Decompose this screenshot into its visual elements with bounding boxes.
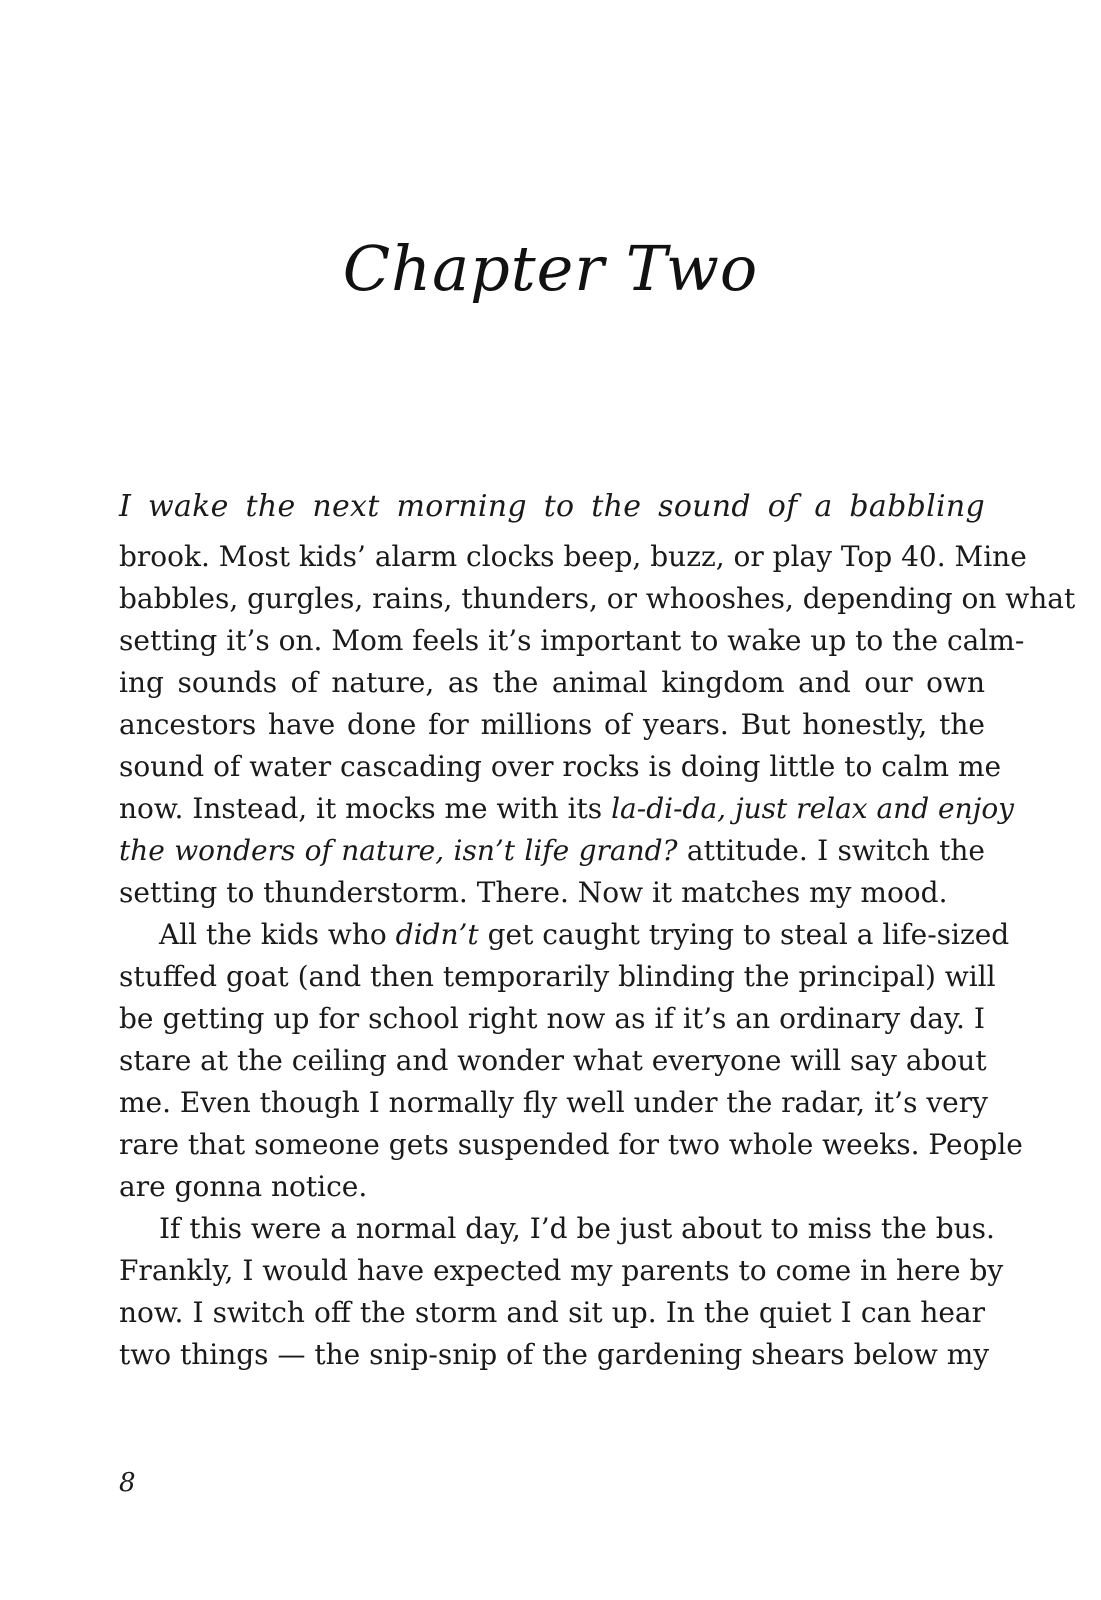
text-run: If this were a normal day, I’d be just about to miss the bus.	[159, 1212, 995, 1245]
paragraph	[119, 1208, 1004, 1376]
paragraph	[119, 914, 1023, 1208]
text-run: rare that someone gets suspended for two whole weeks. People	[119, 1128, 1023, 1161]
chapter-title: Chapter Two	[342, 232, 759, 305]
italic-text: didn’t	[395, 918, 479, 951]
text-line	[119, 746, 1002, 788]
text-line	[119, 956, 996, 998]
text-line	[119, 1124, 1023, 1166]
text-run: get caught trying to steal a life-sized	[478, 918, 1010, 951]
text-run: sound of water cascading over rocks is doing little to calm me	[119, 750, 1002, 783]
text-line	[119, 830, 985, 872]
text-line	[119, 578, 1076, 620]
text-line	[119, 788, 1014, 830]
text-line	[119, 1040, 985, 1082]
text-run: now. I switch off the storm and sit up. In the quiet I can hear	[119, 1296, 985, 1329]
text-run: me. Even though I normally fly well under the radar, it’s very	[119, 1086, 988, 1119]
text-line	[119, 914, 1010, 956]
text-line	[119, 484, 985, 536]
text-run: brook. Most kids’ alarm clocks beep, buzz, or play Top 40. Mine	[119, 540, 1027, 573]
text-run: be getting up for school right now as if it’s an ordinary day. I	[119, 1002, 985, 1035]
text-run: All the kids who	[159, 918, 396, 951]
text-run: Frankly, I would have expected my parents to come in here by	[119, 1254, 1004, 1287]
text-line	[119, 1166, 985, 1208]
text-run: babbles, gurgles, rains, thunders, or whooshes, depending on what	[119, 582, 1076, 615]
text-run: ing sounds of nature, as the animal kingdom and our own	[119, 666, 985, 699]
chapter-lead-in: I wake the next morning to the sound of a babbling	[119, 489, 985, 524]
text-run: now. Instead, it mocks me with its	[119, 792, 612, 825]
text-line	[119, 872, 985, 914]
text-run: stuffed goat (and then temporarily blinding the principal) will	[119, 960, 996, 993]
body-text	[119, 484, 1076, 1376]
italic-text: the wonders of nature, isn’t life grand?	[119, 834, 678, 867]
text-run: stare at the ceiling and wonder what everyone will say about	[119, 1044, 987, 1077]
text-line	[119, 620, 1025, 662]
text-line	[119, 1208, 995, 1250]
text-line	[119, 662, 985, 704]
text-run: two things — the snip-snip of the gardening shears below my	[119, 1338, 990, 1371]
text-line	[119, 1082, 988, 1124]
text-line	[119, 1292, 985, 1334]
text-line	[119, 704, 985, 746]
text-line	[119, 536, 1027, 578]
text-run: attitude. I switch the	[677, 834, 985, 867]
text-run: setting it’s on. Mom feels it’s important to wake up to the calm-	[119, 624, 1025, 657]
page-number: 8	[119, 1468, 136, 1498]
italic-text: la-di-da, just relax and enjoy	[611, 792, 1014, 825]
text-line	[119, 1334, 990, 1376]
text-run: setting to thunderstorm. There. Now it matches my mood.	[119, 876, 948, 909]
paragraph	[119, 484, 1076, 914]
text-run: are gonna notice.	[119, 1170, 368, 1203]
text-line	[119, 998, 985, 1040]
text-run: ancestors have done for millions of years. But honestly, the	[119, 708, 985, 741]
text-line	[119, 1250, 1004, 1292]
